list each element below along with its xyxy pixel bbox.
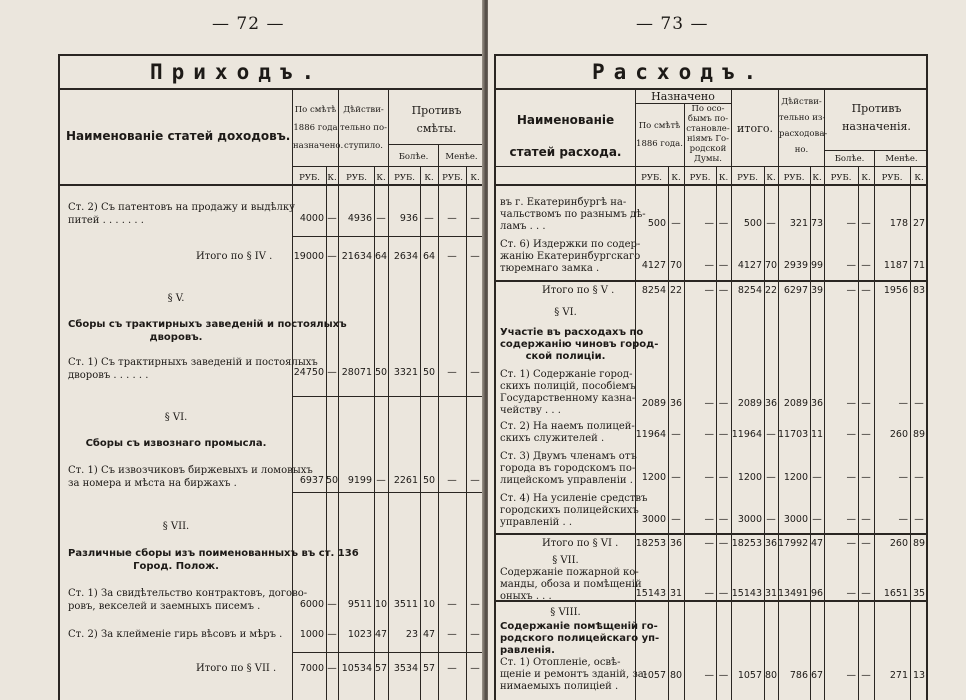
cell: — [898,398,908,409]
kop-header: К. [424,173,434,183]
cell: — [846,398,856,409]
row-label: города въ городскомъ по- [500,463,636,474]
section-heading: § VIII. [550,607,581,618]
cell: — [447,367,457,378]
kop-header: К. [718,173,729,183]
row-label: Ст. 1) Отопленіе, освѣ- [500,657,621,668]
cell: — [718,472,729,483]
cell: 22 [764,285,778,296]
cell: — [846,429,856,440]
actual-header-3: расходова- [779,129,828,139]
cell: 13491 [778,588,809,599]
cell: — [766,218,776,229]
cell: — [327,599,337,610]
cell: — [704,260,714,271]
row-label: чальствомъ по разнымъ дѣ- [500,209,646,220]
cell: — [718,260,729,271]
section-heading: § V. [167,293,185,304]
cell: — [327,663,337,674]
row-label: щеніе и ремонтъ зданій, за- [500,669,648,680]
cell: 3321 [393,367,418,378]
cell: — [447,599,457,610]
section-title: Сборы съ извознаго промысла. [85,438,267,449]
cell: — [718,218,729,229]
kop-header: К. [470,173,480,183]
name-column-header: статей расхода. [509,145,622,159]
more-header: Болѣе. [398,152,429,162]
cell: 1187 [883,260,908,271]
cell: 24750 [293,367,324,378]
less-header: Менѣе. [445,152,478,162]
cell: 271 [889,670,908,681]
row-label: чейству . . . [500,405,561,416]
cell: 47 [422,629,436,640]
cell: — [861,218,871,229]
cell: 3000 [737,514,762,525]
special-header-1: По осо- [691,104,725,114]
estimate-header-1: По смѣтѣ [294,105,337,115]
cell: — [846,588,856,599]
cell: — [766,429,776,440]
vs-assigned-header-1: Противъ [851,102,902,115]
cell: 3000 [641,514,666,525]
cell: — [327,367,337,378]
cell: — [861,538,871,549]
cell: 1200 [783,472,808,483]
actual-header-3: ступило. [343,141,383,151]
row-label: питей . . . . . . . [68,215,144,226]
cell: 28071 [341,367,372,378]
row-label: Ст. 1) Съ трактирныхъ заведеній и постоялыхъ [68,357,318,368]
cell: 6937 [299,475,324,486]
cell: — [704,472,714,483]
cell: 17992 [778,538,809,549]
kop-header: К. [914,173,924,183]
special-header-4: ніямъ Го- [686,134,730,144]
cell: 2089 [783,398,808,409]
section-title: Содержаніе помѣщеній го- [500,621,658,632]
estimate-header-2: 1886 года. [636,139,683,149]
cell: 64 [374,251,388,262]
cell: 73 [810,218,824,229]
cell: 50 [422,367,436,378]
cell: 31 [764,588,778,599]
cell: — [718,588,729,599]
cell: 11703 [778,429,809,440]
less-header: Менѣе. [885,154,918,164]
cell: 3534 [393,663,418,674]
cell: 70 [669,260,683,271]
cell: — [376,475,386,486]
row-label: въ г. Екатеринбургѣ на- [500,197,627,208]
section-title: Сборы съ трактирныхъ заведеній и постоялыхъ [68,319,347,330]
cell: 4127 [737,260,762,271]
special-header-2: бымъ по- [687,114,729,124]
row-label: жанію Екатеринбургскаго [500,251,641,262]
cell: 18253 [635,538,666,549]
row-label: Ст. 2) Съ патентовъ на продажу и выдѣлку [68,202,296,213]
cell: 57 [422,663,436,674]
actual-header-1: Дѣйстви- [781,97,822,107]
cell: — [704,218,714,229]
cell: 3511 [393,599,418,610]
row-label: Ст. 2) На наемъ полицей- [500,421,635,432]
cell: 1651 [883,588,908,599]
cell: — [914,514,924,525]
cell: — [704,514,714,525]
kop-header: К. [327,173,337,183]
section-heading: § VII. [162,521,190,532]
cell: — [812,472,822,483]
cell: 6297 [783,285,808,296]
cell: — [424,213,434,224]
cell: — [671,429,681,440]
cell: — [898,514,908,525]
cell: — [766,514,776,525]
estimate-header-3: назначено. [293,141,344,151]
cell: — [327,629,337,640]
cell: 36 [810,398,824,409]
section-heading: § VI. [164,412,188,423]
cell: 1000 [299,629,324,640]
cell: — [470,629,480,640]
cell: 500 [647,218,666,229]
kop-header: К. [812,173,822,183]
cell: — [812,514,822,525]
cell: — [718,538,729,549]
row-label: Ст. 4) На усиленіе средствъ [500,493,648,504]
cell: — [470,599,480,610]
cell: 36 [669,538,683,549]
cell: — [914,472,924,483]
cell: — [846,538,856,549]
cell: — [861,285,871,296]
cell: — [671,472,681,483]
cell: — [470,663,480,674]
cell: — [470,475,480,486]
cell: 6000 [299,599,324,610]
cell: 2089 [641,398,666,409]
row-label: Ст. 1) Содержаніе город- [500,369,633,380]
kop-header: К. [766,173,776,183]
actual-header-2: тельно из- [779,113,826,123]
row-label: ровъ, векселей и заемныхъ писемъ . [68,601,261,612]
cell: 4936 [347,213,372,224]
cell: — [846,472,856,483]
special-header-5: родской [689,144,727,154]
cell: 321 [789,218,808,229]
row-label: Ст. 2) За клейменіе гирь вѣсовъ и мѣръ . [68,629,283,640]
row-label: ламъ . . . [500,221,546,232]
cell: 36 [764,398,778,409]
cell: — [861,588,871,599]
row-label: Ст. 6) Издержки по содер- [500,239,641,250]
rub-header: РУБ. [442,173,463,183]
right-page [488,0,966,700]
cell: — [470,251,480,262]
row-label: за номера и мѣста на биржахъ . [68,478,237,489]
cell: 50 [422,475,436,486]
actual-header-4: но. [794,145,809,155]
row-label: Государственному казна- [500,393,636,404]
cell: 47 [374,629,388,640]
vs-estimate-header-2: смѣты. [416,122,457,135]
cell: 99 [810,260,824,271]
cell: 36 [764,538,778,549]
row-label: дворовъ . . . . . . [68,370,149,381]
cell: 80 [764,670,778,681]
actual-header-2: тельно по- [340,123,387,133]
cell: — [898,472,908,483]
cell: — [861,472,871,483]
section-title: родского полицейскаго уп- [500,633,660,644]
assigned-header: Назначено [651,90,715,103]
cell: — [704,538,714,549]
cell: 36 [669,398,683,409]
cell: 2261 [393,475,418,486]
cell: — [447,475,457,486]
rub-header: РУБ. [783,173,805,183]
cell: — [704,588,714,599]
cell: 9511 [347,599,372,610]
name-column-header: Наименованіе [516,113,615,127]
cell: — [861,260,871,271]
section-heading: § VII. [552,555,579,566]
cell: — [671,218,681,229]
cell: 500 [743,218,762,229]
cell: — [846,285,856,296]
cell: 4000 [299,213,324,224]
cell: — [846,514,856,525]
cell: 47 [810,538,824,549]
cell: 57 [374,663,388,674]
rub-header: РУБ. [346,173,367,183]
cell: — [718,285,729,296]
row-label: оныхъ . . . [500,591,552,602]
cell: — [671,514,681,525]
page-title: Приходъ. [150,60,324,84]
cell: 89 [912,429,926,440]
section-heading: § VI. [554,307,577,318]
cell: 35 [912,588,926,599]
cell: 11 [810,429,824,440]
cell: 18253 [731,538,762,549]
actual-header-1: Дѣйстви- [343,105,384,115]
cell: 1200 [641,472,666,483]
cell: 10534 [341,663,372,674]
special-header-3: становле- [686,124,730,134]
cell: — [704,398,714,409]
cell: 2634 [393,251,418,262]
cell: — [470,213,480,224]
subtotal-label: Итого по § VI . [542,538,619,549]
rub-header: РУБ. [881,173,903,183]
cell: 1023 [347,629,372,640]
section-title: ской полиціи. [525,351,606,362]
cell: — [766,472,776,483]
row-label: Ст. 1) За свидѣтельство контрактовъ, догово- [68,588,308,599]
cell: 27 [912,218,926,229]
cell: 9199 [347,475,372,486]
row-label: Ст. 1) Съ извозчиковъ биржевыхъ и ломовыхъ [68,465,313,476]
section-title: Различные сборы изъ поименованныхъ въ ст. 136 [68,548,359,559]
cell: 39 [810,285,824,296]
vs-assigned-header-2: назначенія. [842,120,911,133]
row-label: нимаемыхъ полиціей . [500,681,619,692]
section-title: содержанію чиновъ город- [500,339,659,350]
cell: 31 [669,588,683,599]
cell: 67 [810,670,824,681]
row-label: тюремнаго замка . [500,263,600,274]
section-title: Город. Полож. [133,561,219,572]
total-header: итого. [737,122,773,135]
row-label: управленій . . [500,517,573,528]
vs-estimate-header-1: Противъ [411,104,462,117]
cell: 2939 [783,260,808,271]
row-label: городскихъ полицейскихъ [500,505,639,516]
cell: 1057 [641,670,666,681]
cell: — [327,251,337,262]
cell: — [704,670,714,681]
cell: 80 [669,670,683,681]
cell: 13 [912,670,926,681]
subtotal-label: Итого по § V . [542,285,615,296]
cell: — [704,429,714,440]
cell: 89 [912,538,926,549]
estimate-header-2: 1886 года [293,123,338,133]
rub-header: РУБ. [689,173,711,183]
section-title: дворовъ. [149,332,203,343]
estimate-header-1: По смѣтѣ [638,121,681,131]
page-number: — 72 — [212,14,285,34]
subtotal-label: Итого по § VII . [196,663,277,674]
cell: 260 [889,429,908,440]
cell: 8254 [641,285,666,296]
cell: 23 [405,629,418,640]
cell: — [846,260,856,271]
cell: 3000 [783,514,808,525]
row-label: скихъ полицій, пособіемъ [500,381,636,392]
cell: — [861,398,871,409]
cell: — [718,514,729,525]
cell: — [327,213,337,224]
rub-header: РУБ. [394,173,415,183]
page-title: Расходъ. [592,60,766,84]
cell: 4127 [641,260,666,271]
row-label: Содержаніе пожарной ко- [500,567,639,578]
special-header-6: Думы. [694,154,722,164]
cell: 1200 [737,472,762,483]
cell: 50 [374,367,388,378]
cell: — [447,663,457,674]
page-number: — 73 — [636,14,709,34]
rub-header: РУБ. [641,173,662,183]
cell: 7000 [299,663,324,674]
cell: — [447,251,457,262]
cell: 64 [422,251,436,262]
cell: — [861,514,871,525]
cell: 786 [789,670,808,681]
cell: 70 [764,260,778,271]
row-label: лицейскомъ управленіи . [500,475,633,486]
cell: 2089 [737,398,762,409]
cell: — [846,670,856,681]
rub-header: РУБ. [737,173,758,183]
row-label: Ст. 3) Двумъ членамъ отъ [500,451,637,462]
cell: — [704,285,714,296]
cell: — [376,213,386,224]
row-label: манды, обоза и помѣщеній [500,579,642,590]
cell: 8254 [737,285,762,296]
cell: 11964 [635,429,666,440]
cell: 11964 [731,429,762,440]
cell: 10 [422,599,436,610]
cell: 71 [912,260,926,271]
cell: 936 [399,213,418,224]
cell: — [846,218,856,229]
cell: 21634 [341,251,372,262]
cell: 19000 [293,251,324,262]
kop-header: К. [671,173,681,183]
section-title: Участіе въ расходахъ по [500,327,644,338]
cell: 1057 [737,670,762,681]
cell: 1956 [883,285,908,296]
kop-header: К. [376,173,386,183]
cell: 96 [810,588,824,599]
cell: 178 [889,218,908,229]
section-title: равленія. [500,645,555,656]
cell: 15143 [731,588,762,599]
cell: — [914,398,924,409]
cell: 260 [889,538,908,549]
kop-header: К. [861,173,871,183]
cell: — [447,213,457,224]
rub-header: РУБ. [830,173,852,183]
cell: — [861,670,871,681]
cell: — [718,398,729,409]
cell: 83 [912,285,926,296]
cell: — [447,629,457,640]
row-label: скихъ служителей . [500,433,605,444]
cell: 50 [326,475,339,486]
cell: 10 [374,599,388,610]
cell: — [718,670,729,681]
cell: — [470,367,480,378]
name-column-header: Наименованіе статей доходовъ. [66,129,291,143]
cell: 15143 [635,588,666,599]
cell: — [718,429,729,440]
subtotal-label: Итого по § IV . [196,251,273,262]
rub-header: РУБ. [299,173,320,183]
cell: — [861,429,871,440]
more-header: Болѣе. [834,154,865,164]
cell: 22 [669,285,683,296]
